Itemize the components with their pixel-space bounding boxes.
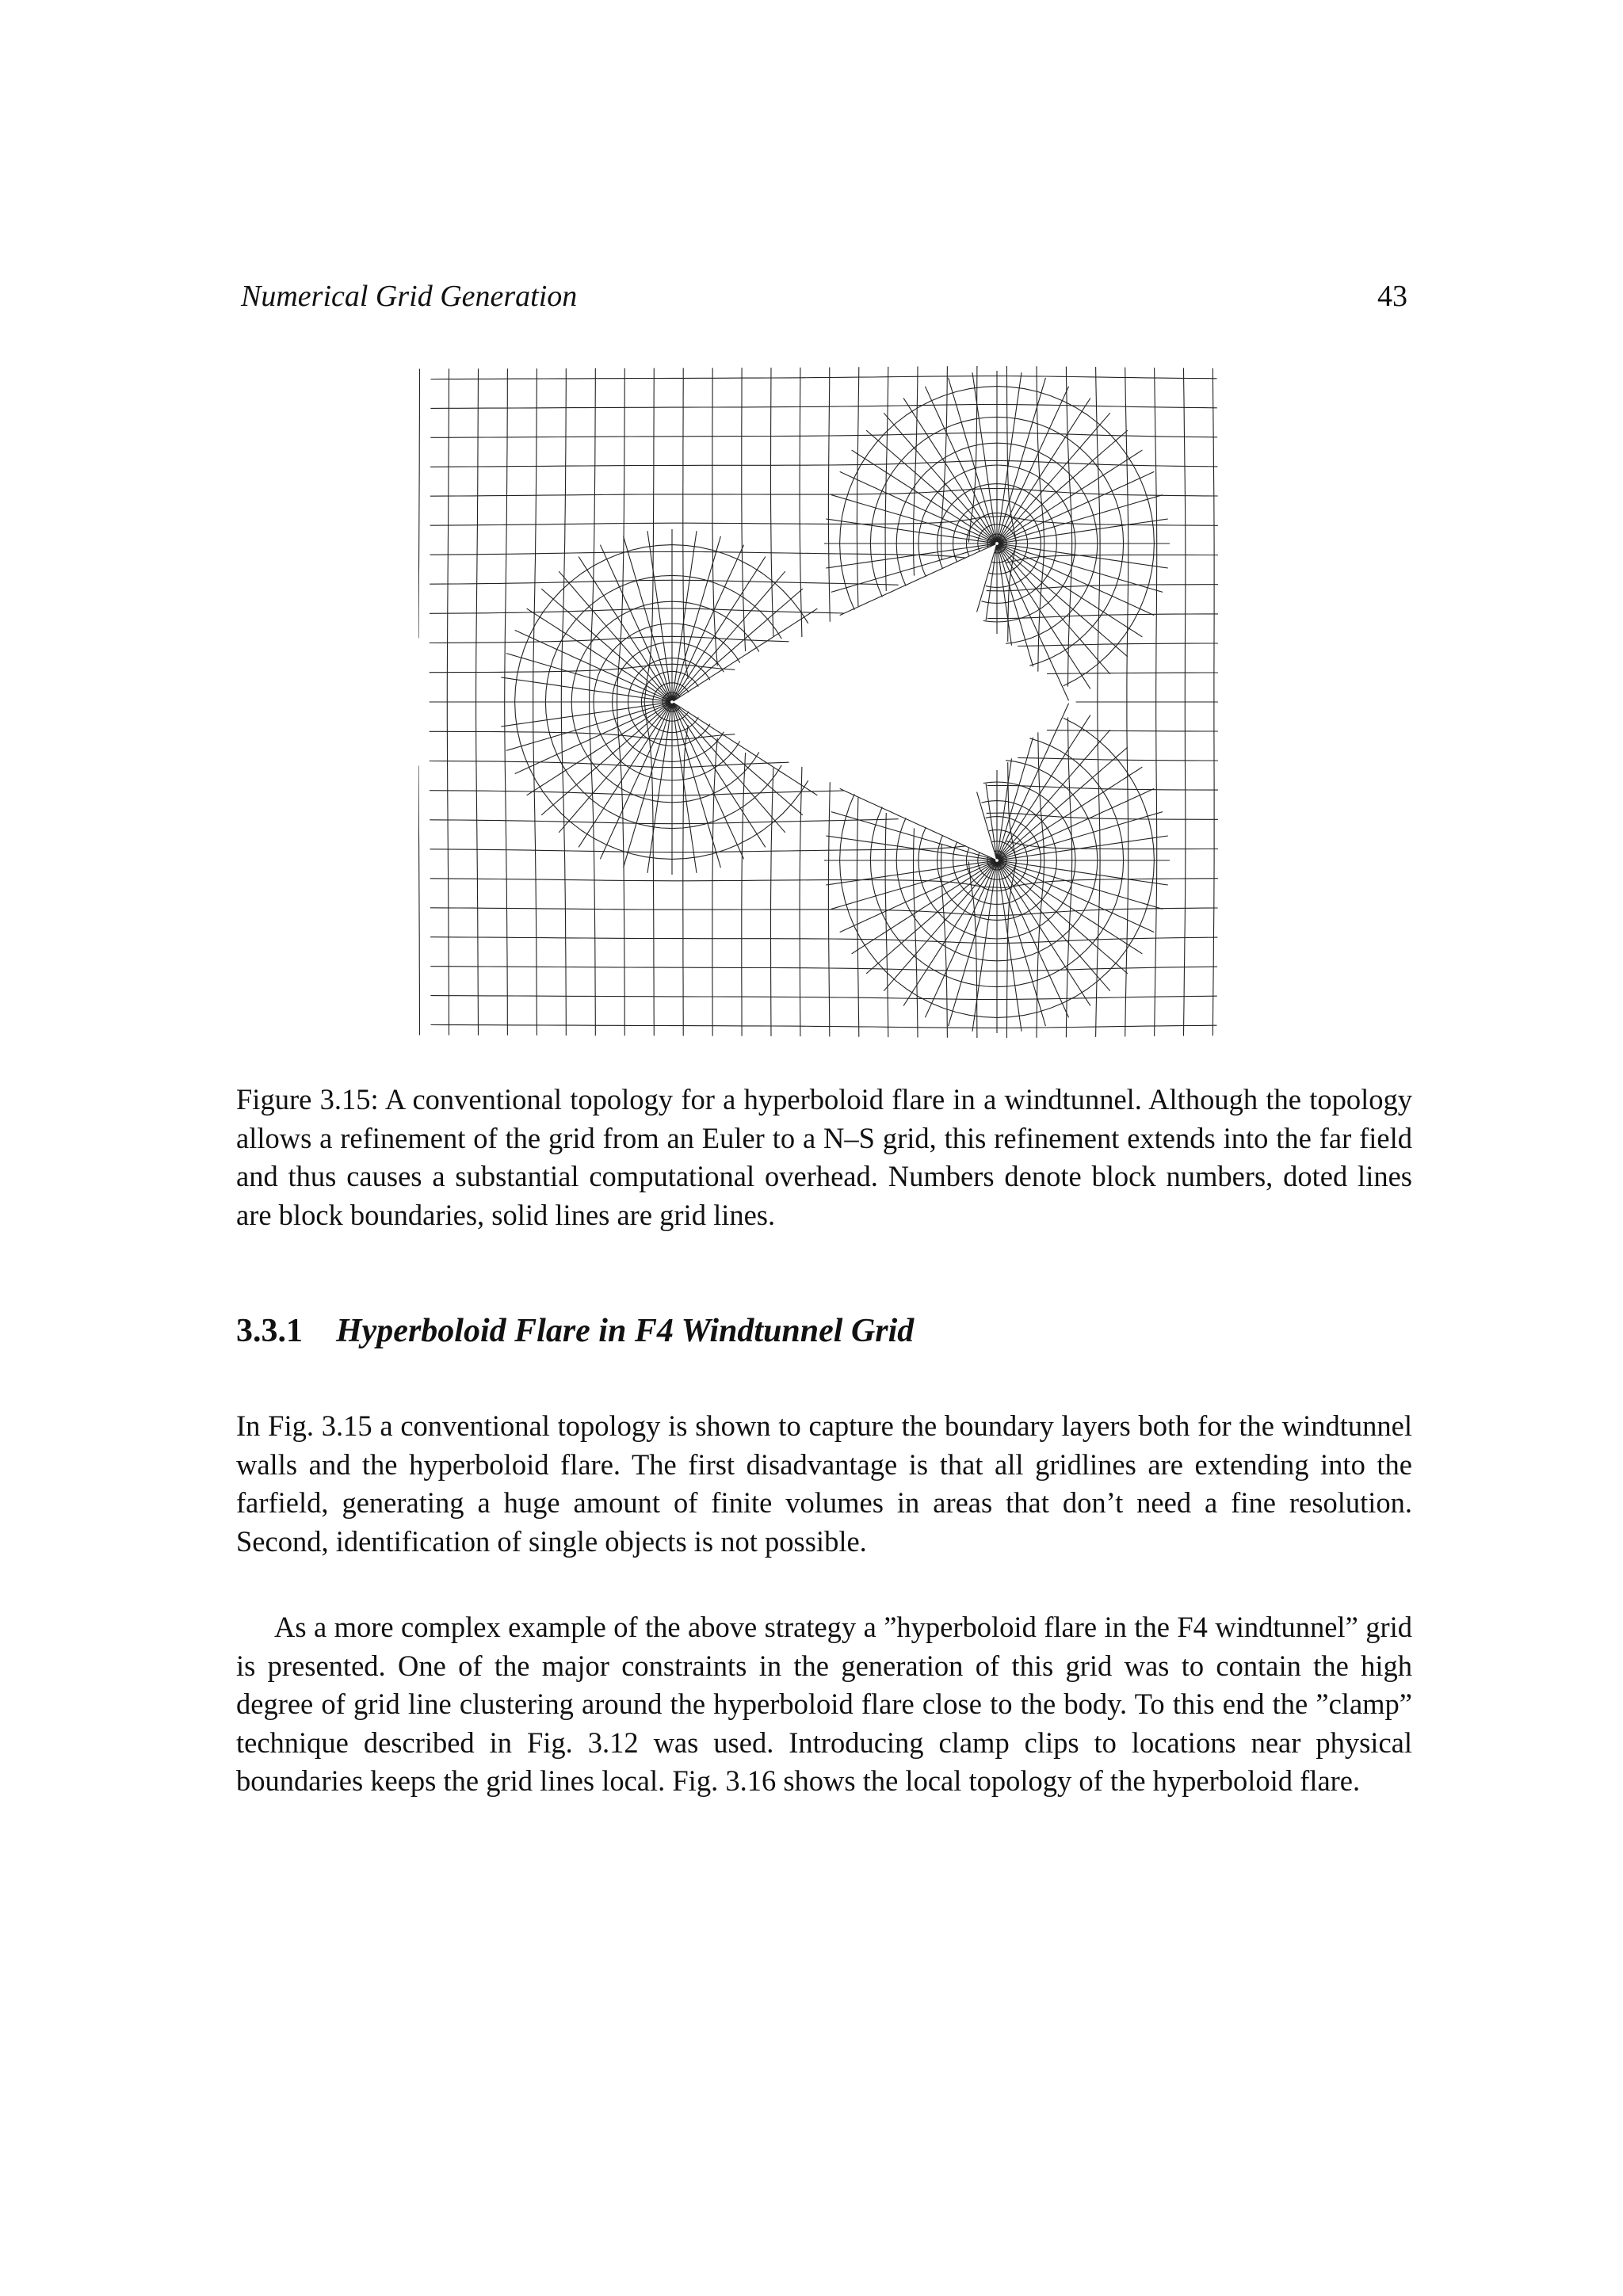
- grid-line: [999, 861, 1128, 974]
- grid-line: [683, 368, 689, 1036]
- grid-line: [430, 433, 1217, 437]
- grid-line: [673, 704, 785, 833]
- grid-line: [430, 996, 1216, 1000]
- grid-line: [986, 545, 997, 620]
- grid-figure: [418, 358, 1220, 1046]
- grid-line: [430, 967, 1217, 971]
- grid-line: [977, 792, 997, 860]
- grid-line: [430, 461, 1217, 467]
- grid-line: [430, 758, 1218, 768]
- section-number: 3.3.1: [236, 1313, 303, 1349]
- grid-line: [431, 376, 1217, 379]
- grid-line: [999, 747, 1128, 859]
- grid-line: [430, 937, 1217, 944]
- grid-line: [712, 368, 717, 1035]
- grid-line: [1037, 366, 1044, 1038]
- grid-line: [977, 545, 997, 612]
- grid-line: [430, 636, 1218, 646]
- grid-line: [968, 366, 977, 1038]
- grid-line: [430, 405, 1216, 409]
- page-number: 43: [1377, 280, 1407, 313]
- hyperboloid-grid-drawing: [418, 358, 1220, 1046]
- grid-line: [430, 489, 1218, 497]
- grid-lines: [418, 366, 1218, 1038]
- grid-line: [885, 367, 888, 1037]
- grid-line: [914, 367, 918, 1038]
- grid-line: [1066, 367, 1071, 1038]
- body-paragraph: In Fig. 3.15 a conventional topology is shown to capture the boundary layers both for the windtunnel walls and the hyperboloid flare. The first disadvantage is that all gridlines are extending into the farfield, generating a huge amount of finite volumes in areas that don’t need a fine resolution. Second, identification of single objects is not possible.: [236, 1409, 1412, 1558]
- section-heading: [236, 1312, 1412, 1350]
- grid-line: [941, 366, 948, 1038]
- grid-line: [673, 571, 785, 700]
- figure-caption: Figure 3.15: A conventional topology for a hyperboloid flare in a windtunnel. Although the topology allows a refinement of the grid from an Euler to a N–S grid, this refinement extends into the far field and thus causes a substantial computational overhead. Numbers denote block numbers, doted lines are block boundaries, solid lines are grid lines.: [236, 1083, 1412, 1231]
- page-header: [241, 279, 1407, 318]
- grid-line: [999, 430, 1128, 543]
- grid-line: [418, 369, 420, 1035]
- grid-line: [673, 557, 766, 701]
- grid-line: [559, 571, 671, 700]
- grid-line: [800, 368, 802, 1036]
- grid-line: [674, 589, 803, 701]
- grid-line: [828, 368, 830, 1037]
- grid-line: [998, 730, 1110, 859]
- grid-line: [771, 368, 773, 1036]
- running-title: Numerical Grid Generation: [241, 280, 578, 313]
- grid-line: [673, 704, 766, 848]
- grid-line: [742, 368, 746, 1036]
- grid-line: [986, 784, 997, 859]
- grid-line: [999, 544, 1128, 657]
- grid-line: [431, 1025, 1217, 1028]
- body-paragraph: As a more complex example of the above strategy a ”hyperboloid flare in the F4 windtunnel” grid is presented. One of the major constraints in the generation of this grid was to contain the high degree of grid line clustering around the hyperboloid flare close to the body. To this end the ”clamp” technique described in Fig. 3.12 was used. Introducing clamp clips to locations near physical boundaries keeps the grid lines local. Fig. 3.16 shows the local topology of the hyperboloid flare.: [236, 1611, 1412, 1797]
- grid-line: [559, 704, 671, 833]
- grid-line: [857, 367, 858, 1036]
- grid-line: [998, 545, 1110, 674]
- grid-line: [674, 703, 803, 815]
- section-title: Hyperboloid Flare in F4 Windtunnel Grid: [336, 1313, 915, 1349]
- grid-line: [430, 908, 1218, 916]
